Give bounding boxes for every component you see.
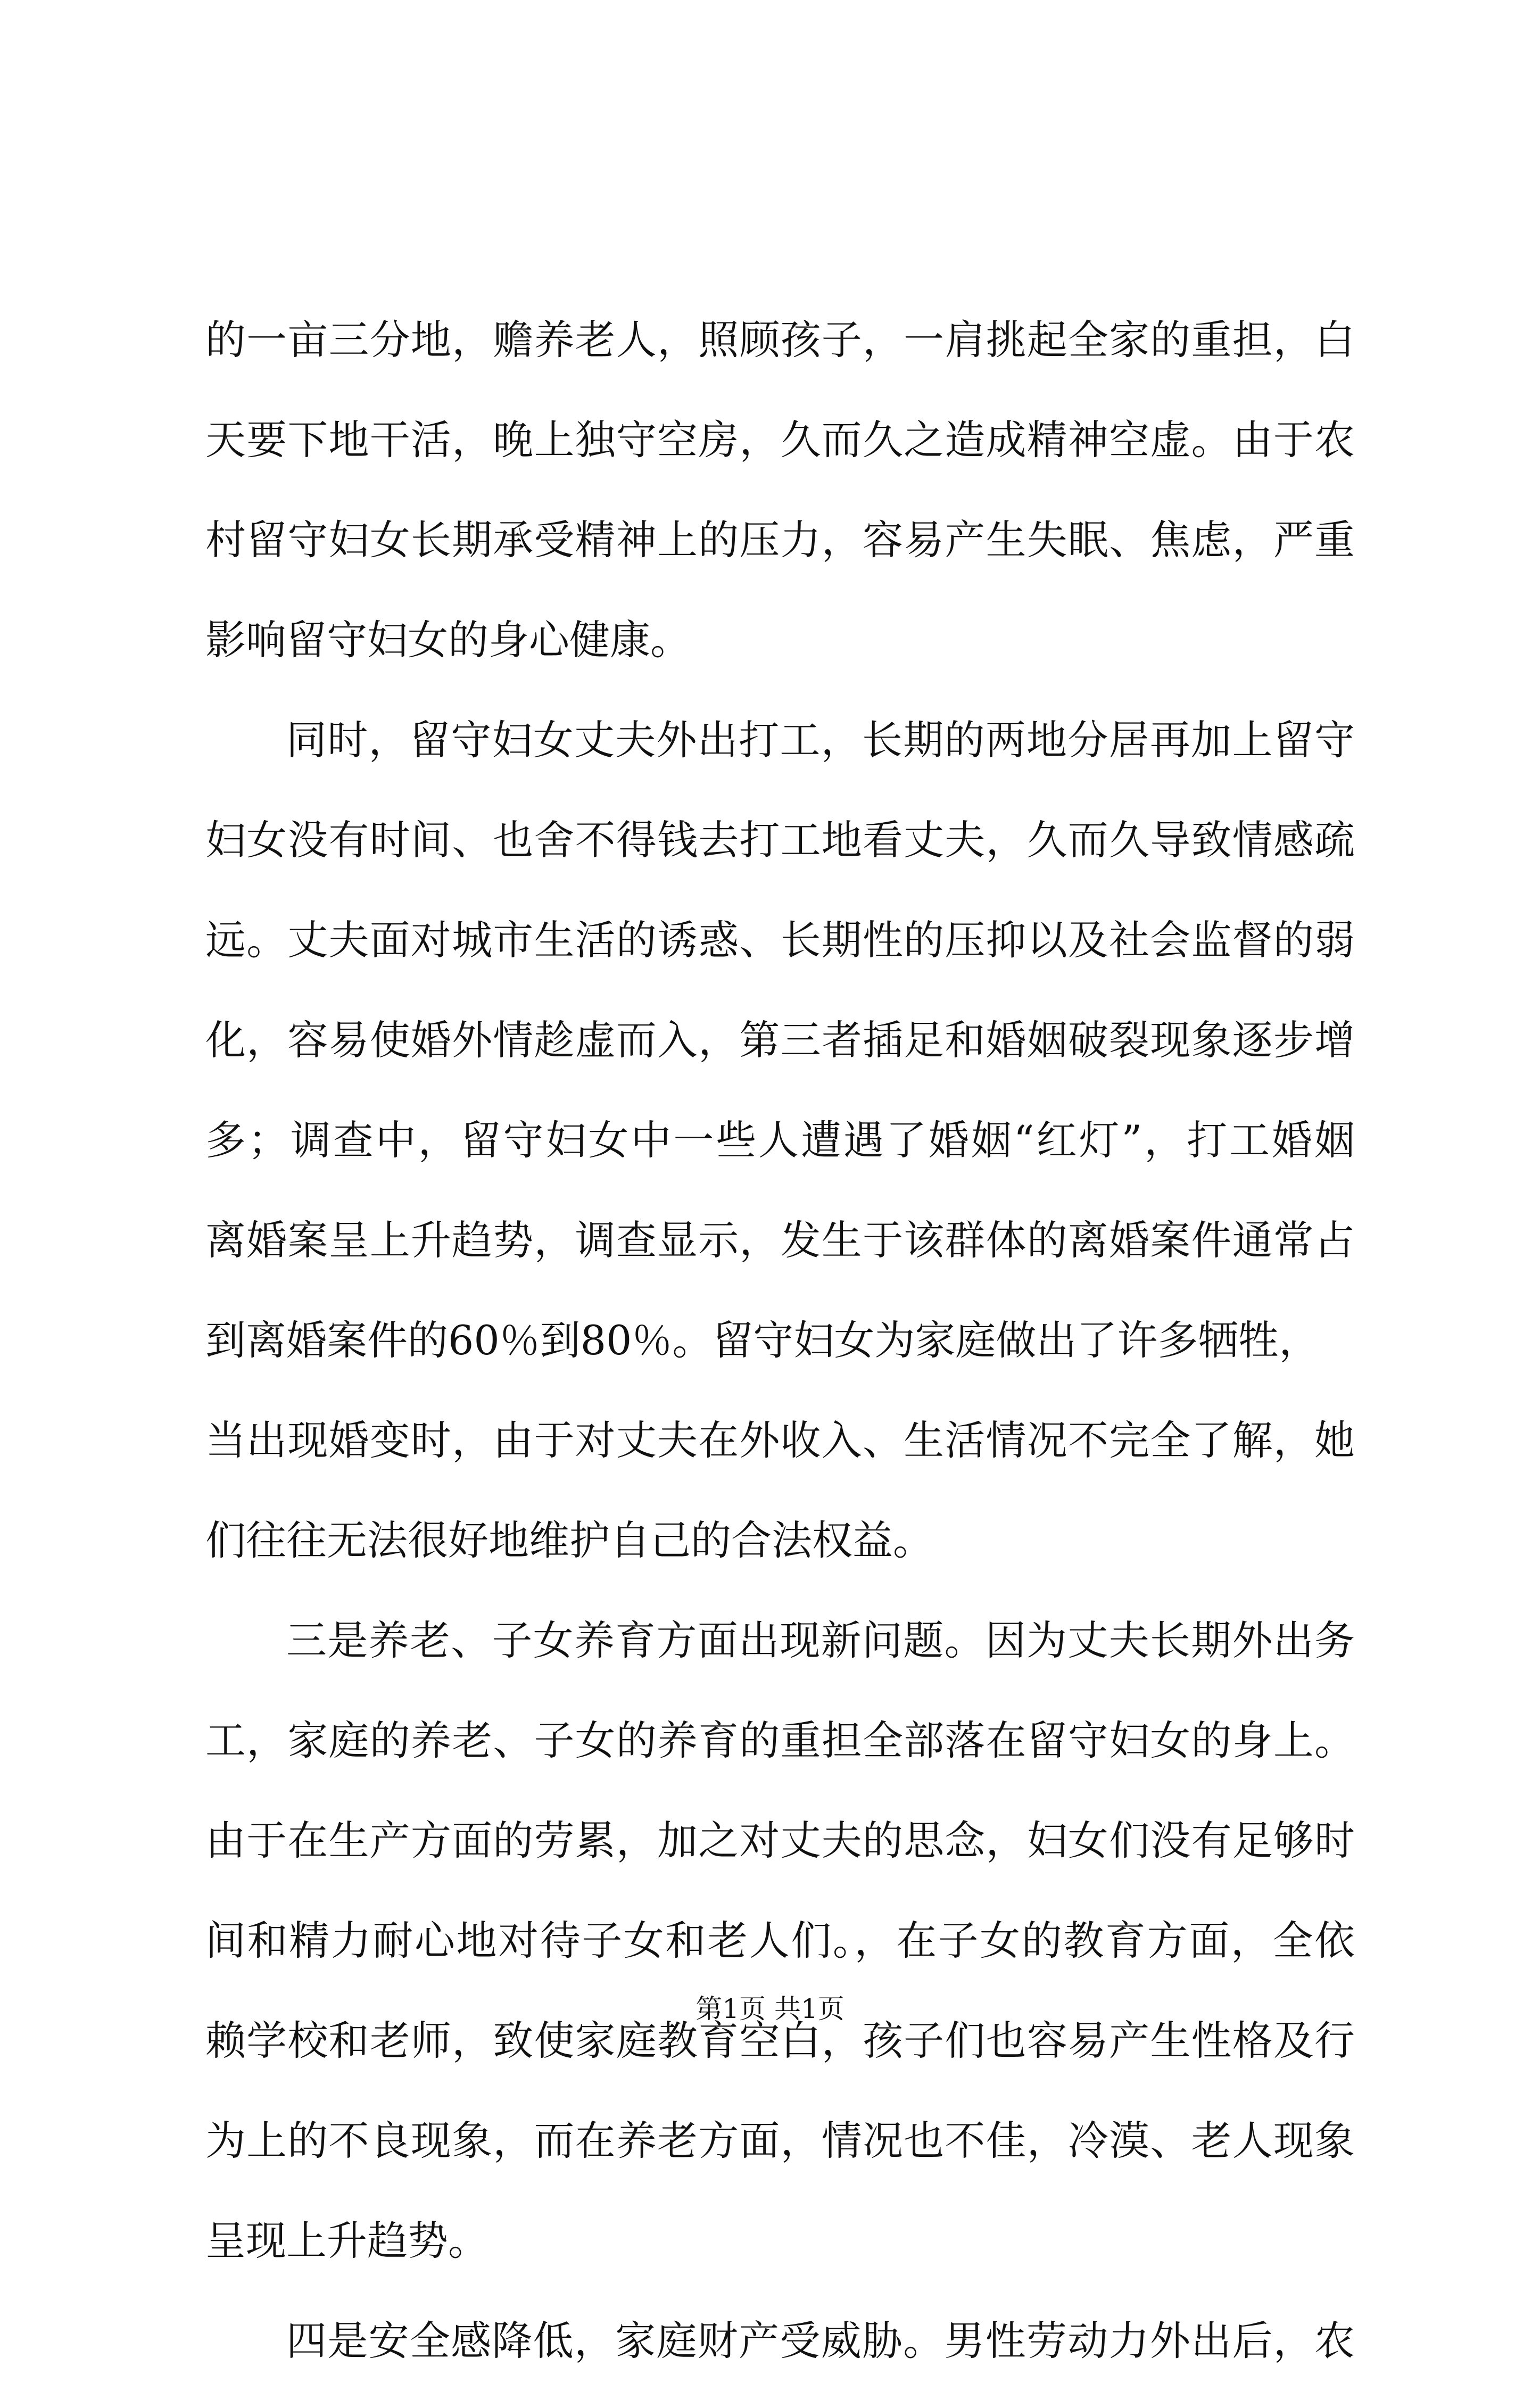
paragraph-first-line: 三是养老、子女养育方面出现新问题。因为丈夫长期外出务 <box>286 1617 1355 1664</box>
text-line: 由于在生产方面的劳累，加之对丈夫的思念，妇女们没有足够时 <box>205 1817 1355 1864</box>
paragraph-first-line: 四是安全感降低，家庭财产受威胁。男性劳动力外出后，农 <box>286 2317 1355 2364</box>
text-line: 工，家庭的养老、子女的养育的重担全部落在留守妇女的身上。 <box>205 1717 1355 1764</box>
text-line: 间和精力耐心地对待子女和老人们。，在子女的教育方面，全依 <box>205 1917 1355 1964</box>
page-footer: 第1页 共1页 <box>696 1993 844 2024</box>
body-text <box>205 290 1355 2391</box>
text-line: 离婚案呈上升趋势，调查显示，发生于该群体的离婚案件通常占 <box>205 1217 1355 1264</box>
text-line: 多；调查中，留守妇女中一些人遭遇了婚姻“红灯”，打工婚姻 <box>205 1116 1355 1164</box>
text-line: 当出现婚变时，由于对丈夫在外收入、生活情况不完全了解，她 <box>205 1417 1355 1464</box>
text-line: 妇女没有时间、也舍不得钱去打工地看丈夫，久而久导致情感疏 <box>205 816 1355 864</box>
text-line: 为上的不良现象，而在养老方面，情况也不佳，冷漠、老人现象 <box>205 2117 1355 2164</box>
text-line: 们往往无法很好地维护自己的合法权益。 <box>205 1517 933 1564</box>
text-line: 的一亩三分地，赡养老人，照顾孩子，一肩挑起全家的重担，白 <box>205 316 1355 363</box>
text-line: 影响留守妇女的身心健康。 <box>205 616 691 664</box>
text-line: 呈现上升趋势。 <box>205 2217 489 2264</box>
text-line: 到离婚案件的60％到80％。留守妇女为家庭做出了许多牺牲， <box>205 1317 1320 1364</box>
text-line: 村留守妇女长期承受精神上的压力，容易产生失眠、焦虑，严重 <box>205 516 1355 564</box>
text-line: 化，容易使婚外情趁虚而入，第三者插足和婚姻破裂现象逐步增 <box>205 1016 1355 1064</box>
paragraph-first-line: 同时，留守妇女丈夫外出打工，长期的两地分居再加上留守 <box>286 716 1355 764</box>
text-line: 天要下地干活，晚上独守空房，久而久之造成精神空虚。由于农 <box>205 416 1355 464</box>
text-line: 远。丈夫面对城市生活的诱惑、长期性的压抑以及社会监督的弱 <box>205 916 1355 964</box>
text-line: 赖学校和老师，致使家庭教育空白，孩子们也容易产生性格及行 <box>205 2017 1355 2064</box>
